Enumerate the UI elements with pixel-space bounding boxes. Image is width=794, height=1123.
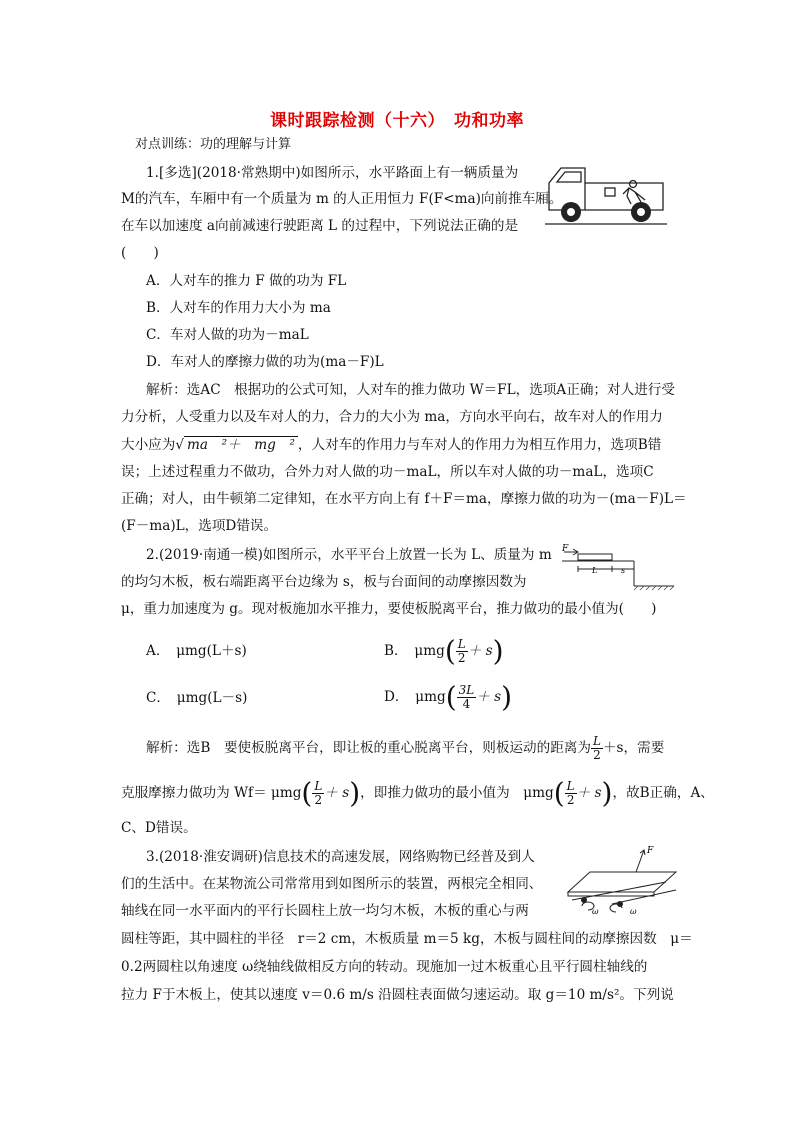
fraction-l-over-2 <box>591 735 603 762</box>
q3-line1: 3.(2018·淮安调研)信息技术的高速发展，网络购物已经普及到人 <box>146 849 535 865</box>
q3-line2: 们的生活中。在某物流公司常常用到如图所示的装置，两根完全相同、 <box>121 876 543 892</box>
cylinder-figure <box>558 842 680 916</box>
platform-figure <box>558 542 676 592</box>
q1-analysis-line4: 误；上述过程重力不做功，合外力对人做的功－maL，所以车对人做的功－maL，选项C <box>121 464 654 480</box>
q2-analysis-post: ＋s，需要 <box>602 740 665 756</box>
q1-option-c: C．车对人做的功为－maL <box>146 327 309 343</box>
q2-option-a: A． μmg(L＋s) <box>146 643 247 659</box>
numerator: L <box>457 637 466 651</box>
q1-analysis-line2: 力分析，人受重力以及车对人的力，合力的大小为 ma，方向水平向右，故车对人的作用力 <box>121 409 663 425</box>
numerator: 3L <box>458 683 475 697</box>
paren-close: ) <box>601 776 613 810</box>
q2-option-b-label: B． μmg <box>384 643 445 659</box>
q1-analysis-line5: 正确；对人，由牛顿第二定律知，在水平方向上有 f＋F＝ma，摩擦力做的功为－(ma－F)L＝ <box>121 491 687 507</box>
wooden-board <box>568 872 676 892</box>
q1-line3: 在车以加速度 a向前减速行驶距离 L 的过程中，下列说法正确的是 <box>121 218 519 234</box>
fraction-3l-over-4 <box>457 684 477 711</box>
q1-analysis-line1: 解析：选AC 根据功的公式可知，人对车的推力做功 W＝FL，选项A正确；对人进行受 <box>146 382 675 398</box>
numerator: L <box>593 734 601 748</box>
plus-s: ＋ s <box>476 689 502 705</box>
q1-analysis-line3-post: ，人对车的作用力与车对人的作用力为相互作用力，选项B错 <box>297 437 662 453</box>
q2-option-d-label: D． μmg <box>384 689 446 705</box>
q1-analysis-sqrt: ma ²＋ mg ² <box>184 436 298 453</box>
force-label: F <box>562 544 569 554</box>
cylinder-end-1 <box>581 897 587 903</box>
q2-line3: μ，重力加速度为 g。现对板施加水平推力，要使板脱离平台，推力做功的最小值为( ) <box>121 601 657 617</box>
paren-open: ( <box>444 634 456 668</box>
denominator: 2 <box>457 651 466 665</box>
paren-open: ( <box>553 776 565 810</box>
q1-option-b: B．人对车的作用力大小为 ma <box>146 300 331 316</box>
truck-figure <box>545 158 667 228</box>
fraction-l-over-2 <box>312 780 324 807</box>
q1-line2: M的汽车，车厢中有一个质量为 m 的人正用恒力 F(F<ma)向前推车厢。 <box>121 191 563 207</box>
denominator: 4 <box>462 697 471 711</box>
q2-option-c: C． μmg(L－s) <box>146 690 248 706</box>
denominator: 2 <box>593 748 601 762</box>
q1-analysis-line3 <box>121 435 661 455</box>
q2-option-d <box>384 680 512 714</box>
truck-window <box>557 172 581 182</box>
q2-option-b <box>384 634 504 668</box>
person-pushing <box>623 188 645 204</box>
paren-open: ( <box>301 776 313 810</box>
q1-analysis-line6: (F－ma)L，选项D错误。 <box>121 518 278 534</box>
q2-analysis-line1 <box>146 733 664 763</box>
denominator: 2 <box>566 793 575 807</box>
q1-line4: ( ) <box>121 245 159 261</box>
q2-analysis-pre: 解析：选B 要使板脱离平台，即让板的重心脱离平台，则板运动的距离为 <box>146 740 591 756</box>
q1-analysis-line3-pre: 大小应为 <box>121 437 176 453</box>
paren-close: ) <box>501 680 513 714</box>
q2-analysis2-pre: 克服摩擦力做功为 Wf＝ μmg <box>121 785 302 801</box>
paren-close: ) <box>492 634 504 668</box>
omega-label-2: ω <box>630 907 637 916</box>
q3-line6: 拉力 F于木板上，使其以速度 v＝0.6 m/s 沿圆柱表面做匀速运动。取 g＝10 m/s²。下列说 <box>121 987 674 1003</box>
plus-s: ＋ s <box>576 785 602 801</box>
plus-s: ＋ s <box>467 643 493 659</box>
fraction-l-over-2 <box>456 638 468 665</box>
q3-line3: 轴线在同一水平面内的平行长圆柱上放一均匀木板，木板的重心与两 <box>121 903 529 919</box>
q2-analysis2-post: ，故B正确，A、 <box>612 785 714 801</box>
numerator: L <box>566 779 575 793</box>
section-heading: 对点训练：功的理解与计算 <box>135 137 292 152</box>
sqrt-sign: √ <box>175 437 185 453</box>
force-label: F <box>647 846 654 856</box>
q3-line5: 0.2两圆柱以角速度 ω绕轴线做相反方向的转动。现施加一过木板重心且平行圆柱轴线的 <box>121 959 648 975</box>
cylinder-rod-1 <box>572 882 666 900</box>
q2-line1: 2.(2019·南通一模)如图所示，水平平台上放置一长为 L、质量为 m <box>146 547 552 563</box>
q1-option-a: A．人对车的推力 F 做的功为 FL <box>146 273 347 289</box>
q3-line4: 圆柱等距，其中圆柱的半径 r＝2 cm，木板质量 m＝5 kg，木板与圆柱间的动摩擦因数 μ＝ <box>121 931 693 947</box>
q1-line1: 1.[多选](2018·常熟期中)如图所示，水平路面上有一辆质量为 <box>146 165 519 181</box>
q2-analysis-line2 <box>121 776 714 810</box>
numerator: L <box>314 779 323 793</box>
q1-option-d: D．车对人的摩擦力做的功为(ma－F)L <box>146 354 384 370</box>
q2-line2: 的均匀木板，板右端距离平台边缘为 s，板与台面间的动摩擦因数为 <box>121 574 527 590</box>
wooden-plank <box>578 554 612 560</box>
length-label: L <box>592 566 598 575</box>
distance-label: s <box>621 566 626 575</box>
page-title: 课时跟踪检测（十六） 功和功率 <box>270 111 524 131</box>
paren-open: ( <box>445 680 457 714</box>
q2-analysis-line3: C、D错误。 <box>121 820 197 836</box>
denominator: 2 <box>314 793 323 807</box>
plus-s: ＋ s <box>324 785 350 801</box>
omega-label-1: ω <box>592 907 599 916</box>
paren-close: ) <box>349 776 361 810</box>
cylinder-end-2 <box>617 901 623 907</box>
q2-analysis2-mid: ，即推力做功的最小值为 μmg <box>360 785 554 801</box>
fraction-l-over-2 <box>565 780 577 807</box>
force-arrow <box>636 850 644 872</box>
